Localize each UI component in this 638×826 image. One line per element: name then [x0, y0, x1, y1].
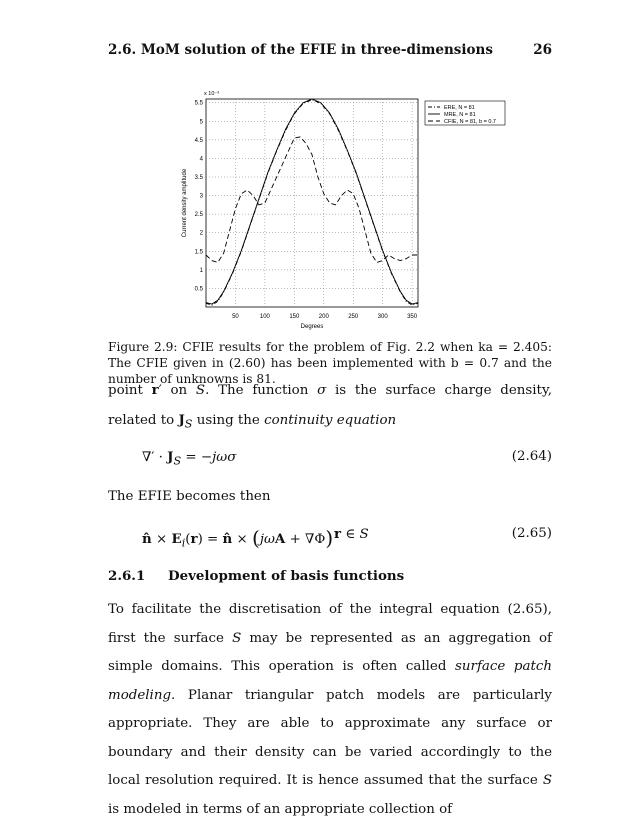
paragraph-continuity: point r′ on S. The function σ is the surface charge density, related to $J_S$ using the continuity equation: [108, 382, 552, 431]
series-line-2: [206, 99, 418, 304]
y-tick-label: 3.5: [194, 175, 203, 181]
x-tick-label: 300: [377, 314, 388, 320]
x-tick-label: 50: [232, 314, 239, 320]
y-multiplier: x 10⁻³: [204, 91, 220, 97]
y-tick-label: 1.5: [194, 249, 203, 256]
y-axis-label: Current density amplitude: [182, 168, 188, 238]
y-tick-label: 1: [199, 267, 203, 274]
figure-2-9: [178, 85, 496, 335]
series-line-3: [206, 137, 418, 263]
x-tick-label: 100: [259, 314, 270, 320]
plot-frame: [206, 99, 418, 307]
page-number: 26: [533, 42, 552, 58]
y-tick-label: 2.5: [194, 212, 203, 219]
equation-2-64-body: ∇′ · $J_S = -j\omega\sigma$: [142, 449, 237, 468]
y-tick-label: 3: [199, 193, 203, 200]
y-tick-label: 0.5: [194, 286, 203, 293]
current-density-chart: [178, 85, 496, 335]
y-tick-label: 2: [199, 230, 203, 237]
y-tick-label: 5.5: [194, 100, 203, 107]
equation-2-64: [128, 449, 552, 471]
paragraph-discretisation: To facilitate the discretisation of the integral equation (2.65), first the surface S may be represented as an aggregation of simple domains. This operation is often called surface patch modeling. Planar triangular patch models are particularly appropriate. They are able to approximate any surface or boundary and their density can be varied accordingly to the local resolution required. It is hence assumed that the surface S is modeled in terms of an appropriate collection of: [108, 602, 552, 817]
x-tick-label: 250: [348, 314, 359, 320]
equation-2-65-number: (2.65): [511, 526, 552, 541]
y-tick-label: 4.5: [194, 137, 203, 144]
x-tick-label: 350: [407, 314, 418, 320]
subsection-title: Development of basis functions: [168, 568, 405, 584]
y-tick-label: 5: [199, 119, 203, 126]
figure-caption: Figure 2.9: CFIE results for the problem of Fig. 2.2 when ka = 2.405: The CFIE given in (2.60) has been implemented with b = 0.7 and the number of unknowns is 81.: [108, 340, 552, 386]
y-tick-label: 4: [199, 156, 203, 163]
equation-2-65: [128, 526, 552, 548]
legend-entry: CFIE, N = 81, b = 0.7: [444, 119, 496, 125]
equation-2-64-number: (2.64): [511, 449, 552, 464]
equation-2-65-condition: r ∈ S: [334, 526, 369, 542]
page-header: [108, 42, 552, 62]
x-tick-label: 200: [318, 314, 329, 320]
paragraph-efie: The EFIE becomes then: [108, 489, 271, 504]
legend-entry: MRE, N = 81: [444, 112, 476, 118]
series-line-1: [206, 100, 418, 305]
running-head: 2.6. MoM solution of the EFIE in three-dimensions: [108, 42, 493, 58]
subsection-number: 2.6.1: [108, 568, 146, 584]
equation-2-65-body: n̂ × $E_i(r)$ = n̂ × (jωA + ∇Φ): [142, 526, 334, 550]
x-tick-label: 150: [289, 314, 300, 320]
x-axis-label: Degrees: [300, 324, 324, 330]
legend-entry: ERE, N = 81: [444, 105, 475, 111]
subsection-heading: [108, 568, 404, 584]
